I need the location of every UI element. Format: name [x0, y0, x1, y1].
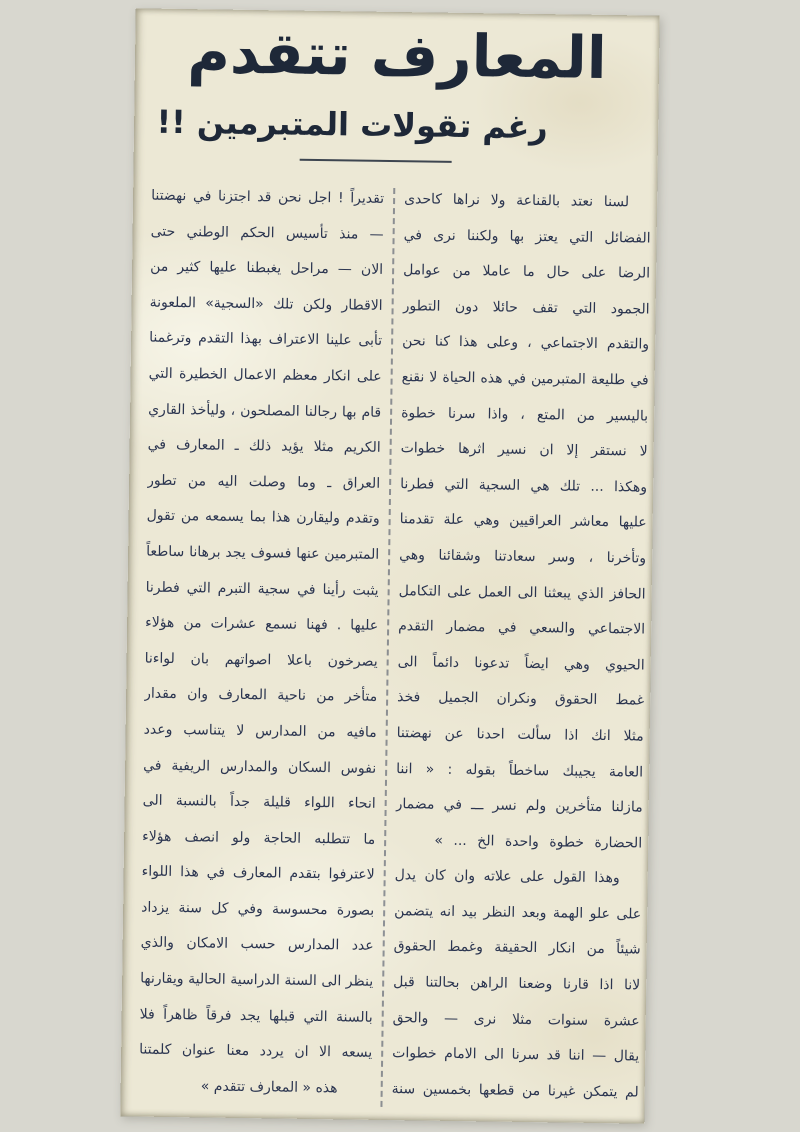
- text-line: يقال — اننا قد سرنا الى الامام خطوات: [392, 1045, 640, 1065]
- text-line: عشرة سنوات مثلا نرى — والحق: [392, 1009, 640, 1030]
- text-line: لاعترفوا بتقدم المعارف في هذا اللواء: [141, 863, 375, 884]
- text-line: انحاء اللواء قليلة جداً بالنسبة الى: [142, 792, 376, 812]
- text-line: بالسنة التي قبلها يجد فرقاً ظاهراً فلا: [139, 1006, 373, 1026]
- headline-subtitle: رغم تقولات المتبرمين !!: [156, 102, 549, 147]
- text-line: هذه « المعارف تتقدم »: [200, 1078, 338, 1097]
- text-line: العراق ـ وما وصلت اليه من تطور: [147, 472, 381, 492]
- text-line: عليها معاشر العراقيين وهي علة تقدمنا: [399, 511, 647, 531]
- text-line: العامة يجيبك ساخطاً بقوله : « اننا: [396, 760, 644, 781]
- text-line: مازلنا متأخرين ولم نسر ـــ في مضمار: [395, 796, 643, 816]
- text-line: مثلا انك اذا سألت احدنا عن نهضتنا: [396, 725, 644, 745]
- text-line: نفوس السكان والمدارس الريفية في: [143, 757, 377, 777]
- text-line: تأبى علينا الاعتراف بهذا التقدم وترغمنا: [149, 329, 383, 350]
- text-line: باليسير من المتع ، واذا سرنا خطوة: [401, 404, 649, 425]
- text-line: وهذا القول على علاته وان كان يدل: [394, 867, 620, 887]
- text-line: على علو الهمة وبعد النظر بيد انه يتضمن: [394, 902, 642, 923]
- text-line: بصورة محسوسة وفي كل سنة يزداد: [141, 899, 375, 919]
- text-line: على انكار معظم الاعمال الخطيرة التي: [148, 365, 382, 385]
- text-line: عدد المدارس حسب الامكان والذي: [140, 935, 374, 955]
- text-line: المتبرمين عنها فسوف يجد برهانا ساطعاً: [146, 543, 380, 563]
- text-line: مافيه من المدارس لا يتناسب وعدد: [143, 721, 377, 741]
- text-line: الاجتماعي والسعي في مضمار التقدم: [398, 618, 646, 638]
- text-line: وتقدم وليقارن هذا بما يسمعه من تقول: [146, 507, 380, 528]
- text-line: لا نستقر إلا ان نسير اثرها خطوات: [400, 440, 648, 460]
- text-line: الحضارة خطوة واحدة الخ ... »: [434, 832, 643, 852]
- newspaper-clipping: [120, 8, 659, 1123]
- article-column-right: [391, 182, 651, 1111]
- text-line: الحيوي وهي ايضاً تدعونا دائماً الى: [397, 653, 645, 674]
- text-line: متأخر من ناحية المعارف وان مقدار: [144, 685, 378, 706]
- text-line: الجمود التي تقف حائلا دون التطور: [402, 297, 650, 318]
- text-line: تقديراً ! اجل نحن قد اجتزنا في نهضتنا: [151, 187, 385, 207]
- text-line: غمط الحقوق ونكران الجميل فخذ: [397, 689, 645, 709]
- text-line: الكريم مثلا يؤيد ذلك ـ المعارف في: [147, 436, 381, 457]
- article-body: [120, 178, 657, 1111]
- text-line: الان — مراحل يغبطنا عليها كثير من: [150, 258, 384, 279]
- text-line: الاقطار ولكن تلك «السجية» الملعونة: [149, 294, 383, 314]
- text-line: لانا اذا قارنا وضعنا الراهن بحالتنا قبل: [393, 974, 641, 994]
- text-line: الرضا على حال ما عاملا من عوامل: [403, 262, 651, 282]
- text-line: لم يتمكن غيرنا من قطعها بخمسين سنة: [391, 1080, 639, 1101]
- headline-title: المعارف تتقدم: [187, 18, 608, 92]
- text-line: عليها . فهنا نسمع عشرات من هؤلاء: [145, 614, 379, 634]
- text-line: وهكذا ... تلك هي السجية التي فطرنا: [400, 475, 648, 496]
- article-column-left: [138, 179, 384, 1108]
- text-line: الحافز الذي يبعثنا الى العمل على التكامل: [398, 582, 646, 603]
- text-line: ينظر الى السنة الدراسية الحالية ويقارنها: [140, 970, 374, 990]
- text-line: لسنا نعتد بالقناعة ولا نراها كاحدى: [404, 191, 630, 211]
- text-line: في طليعة المتبرمين في هذه الحياة لا نقنع: [401, 369, 649, 389]
- text-line: قام بها رجالنا المصلحون ، وليأخذ القاري: [148, 401, 382, 421]
- text-line: يثبت رأينا في سجية التبرم التي فطرنا: [145, 579, 379, 599]
- text-line: الفضائل التي يعتز بها ولكننا نرى في: [403, 226, 651, 247]
- text-line: يصرخون باعلا اصواتهم بان لواءنا: [144, 650, 378, 670]
- text-line: والتقدم الاجتماعي ، وعلى هذا كنا نحن: [402, 333, 650, 353]
- text-line: يسعه الا ان يردد معنا عنوان كلمتنا: [139, 1041, 373, 1062]
- text-line: شيئاً من انكار الحقيقة وغمط الحقوق: [393, 938, 641, 959]
- text-line: — منذ تأسيس الحكم الوطني حتى: [150, 223, 384, 243]
- text-line: وتأخرنا ، وسر سعادتنا وشقائنا وهي: [399, 547, 647, 567]
- headline-rule: [300, 159, 452, 163]
- text-line: ما تتطلبه الحاجة ولو انصف هؤلاء: [142, 828, 376, 848]
